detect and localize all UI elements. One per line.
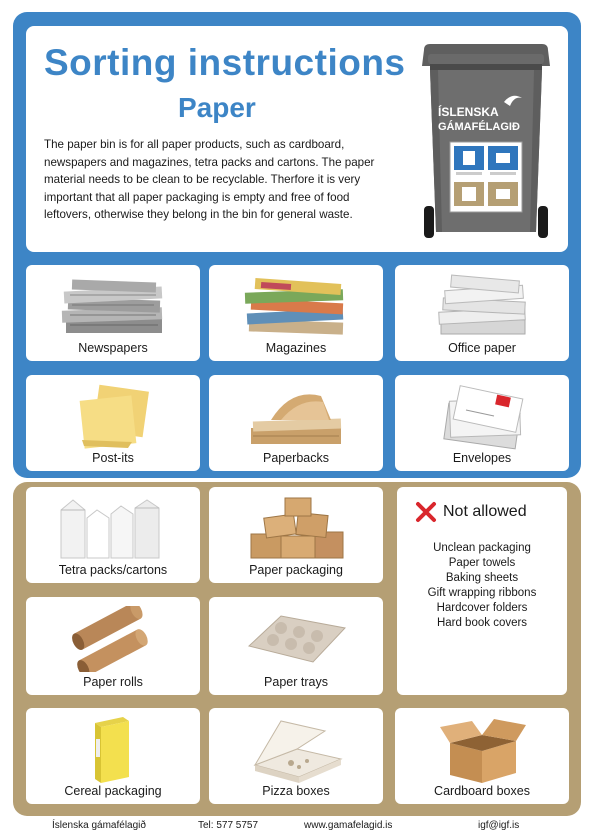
item-label: Tetra packs/cartons bbox=[58, 563, 168, 577]
item-card-cardboard-boxes bbox=[395, 708, 569, 804]
item-label: Paper trays bbox=[264, 675, 328, 689]
magazines-icon bbox=[241, 275, 351, 339]
item-label: Office paper bbox=[448, 341, 516, 355]
item-label: Pizza boxes bbox=[262, 784, 330, 798]
footer-phone: Tel: 577 5757 bbox=[198, 820, 259, 831]
item-label: Cardboard boxes bbox=[434, 784, 530, 798]
item-card-paper-packaging bbox=[209, 487, 383, 583]
page-title: Sorting instructions bbox=[44, 42, 406, 83]
item-card-paperbacks bbox=[209, 375, 383, 471]
paper-bin-icon bbox=[416, 40, 556, 240]
item-label: Newspapers bbox=[78, 341, 148, 355]
not-allowed-item: Gift wrapping ribbons bbox=[427, 587, 537, 599]
envelopes-icon bbox=[432, 384, 532, 450]
item-label: Paperbacks bbox=[262, 451, 329, 465]
item-label: Paper packaging bbox=[249, 563, 343, 577]
item-card-pizza-boxes bbox=[209, 708, 383, 804]
footer-website[interactable]: www.gamafelagid.is bbox=[304, 820, 393, 831]
paper-rolls-icon bbox=[63, 606, 163, 672]
cereal-packaging-icon bbox=[83, 715, 143, 785]
office-paper-icon bbox=[427, 274, 537, 340]
tetra-packs-icon bbox=[53, 496, 173, 562]
item-card-envelopes bbox=[395, 375, 569, 471]
not-allowed-item: Paper towels bbox=[448, 557, 516, 569]
paper-packaging-icon bbox=[241, 494, 351, 564]
pizza-boxes-icon bbox=[241, 715, 351, 785]
not-allowed-header bbox=[415, 501, 527, 523]
item-card-tetra-packs bbox=[26, 487, 200, 583]
item-card-office-paper bbox=[395, 265, 569, 361]
not-allowed-title: Not allowed bbox=[443, 503, 527, 520]
cardboard-boxes-icon bbox=[432, 715, 532, 785]
footer-company: Íslenska gámafélagið bbox=[52, 820, 146, 831]
not-allowed-item: Hard book covers bbox=[436, 617, 528, 629]
post-its-icon bbox=[68, 382, 158, 452]
item-card-newspapers bbox=[26, 265, 200, 361]
header-card bbox=[26, 26, 568, 252]
footer-email[interactable]: igf@igf.is bbox=[478, 820, 520, 831]
description-text: The paper bin is for all paper products, such as cardboard, newspapers and magazines, tetra packs and cartons. The paper material needs to be clean to be recyclable. Therfore it is very important that all paper packaging is empty and free of food leftovers, otherwise they belong in the bin for general waste. bbox=[44, 138, 375, 221]
paper-trays-icon bbox=[241, 606, 351, 672]
bin-brand-line1: ÍSLENSKA bbox=[438, 105, 499, 119]
item-label: Post-its bbox=[92, 451, 134, 465]
footer bbox=[0, 820, 590, 834]
item-card-magazines bbox=[209, 265, 383, 361]
not-allowed-list bbox=[397, 541, 567, 631]
item-card-post-its bbox=[26, 375, 200, 471]
bin-brand-line2: GÁMAFÉLAGIÐ bbox=[438, 121, 520, 133]
item-label: Magazines bbox=[265, 341, 327, 355]
not-allowed-item: Hardcover folders bbox=[436, 602, 528, 614]
not-allowed-item: Unclean packaging bbox=[433, 542, 531, 554]
not-allowed-card bbox=[397, 487, 567, 695]
item-card-paper-trays bbox=[209, 597, 383, 695]
not-allowed-item: Baking sheets bbox=[445, 572, 519, 584]
newspapers-icon bbox=[58, 275, 168, 339]
item-label: Cereal packaging bbox=[64, 784, 162, 798]
red-x-icon bbox=[415, 501, 437, 523]
item-label: Envelopes bbox=[452, 451, 512, 465]
page-subtitle: Paper bbox=[178, 92, 256, 123]
paperbacks-icon bbox=[241, 384, 351, 450]
item-card-paper-rolls bbox=[26, 597, 200, 695]
item-card-cereal-packaging bbox=[26, 708, 200, 804]
item-label: Paper rolls bbox=[83, 675, 143, 689]
